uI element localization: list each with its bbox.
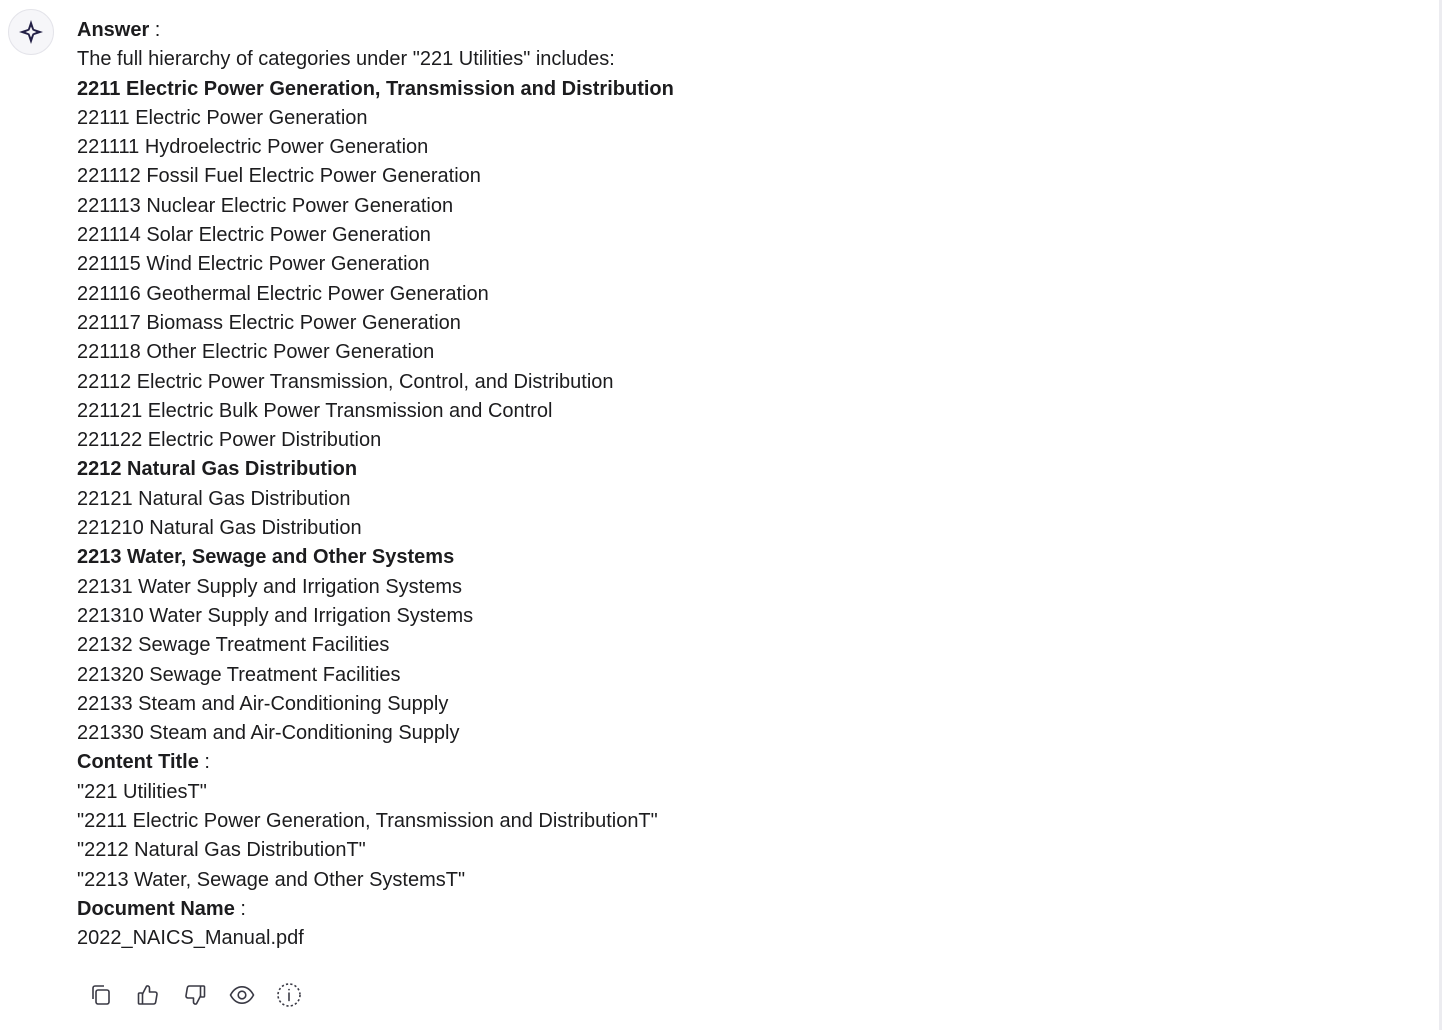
sparkle-star-icon <box>17 18 45 46</box>
category-item: 22131 Water Supply and Irrigation Systems <box>77 575 463 598</box>
category-heading: 2212 Natural Gas Distribution <box>77 458 358 481</box>
copy-button[interactable] <box>88 982 114 1008</box>
view-source-button[interactable] <box>229 982 255 1008</box>
content-title-separator: : <box>198 751 210 774</box>
content-title-label: Content Title <box>77 751 199 774</box>
info-button[interactable] <box>276 982 302 1008</box>
thumbs-up-icon <box>136 983 160 1007</box>
category-list <box>77 75 1377 749</box>
thumbs-down-button[interactable] <box>182 982 208 1008</box>
answer-label-separator: : <box>149 19 161 41</box>
answer-label: Answer <box>77 19 150 41</box>
message-actions <box>88 982 323 1008</box>
category-item: 221122 Electric Power Distribution <box>77 429 382 452</box>
category-item: 221310 Water Supply and Irrigation Systems <box>77 604 474 627</box>
scrollbar[interactable] <box>1439 0 1442 1030</box>
category-item: 221114 Solar Electric Power Generation <box>77 224 431 247</box>
category-item: 221330 Steam and Air-Conditioning Supply <box>77 722 460 745</box>
category-item: 22121 Natural Gas Distribution <box>77 487 351 510</box>
category-item: 221111 Hydroelectric Power Generation <box>77 136 429 159</box>
avatar <box>8 9 54 55</box>
assistant-message <box>77 16 1377 954</box>
content-title-item: "2212 Natural Gas DistributionT" <box>77 839 366 862</box>
category-item: 22132 Sewage Treatment Facilities <box>77 634 390 657</box>
thumbs-down-icon <box>183 983 207 1007</box>
document-name-value: 2022_NAICS_Manual.pdf <box>77 927 304 950</box>
answer-intro: The full hierarchy of categories under "221 Utilities" includes: <box>77 48 615 71</box>
info-icon <box>276 982 302 1008</box>
category-item: 22112 Electric Power Transmission, Control, and Distribution <box>77 370 614 393</box>
category-item: 221121 Electric Bulk Power Transmission and Control <box>77 399 553 422</box>
content-title-heading <box>77 748 1377 777</box>
category-heading: 2213 Water, Sewage and Other Systems <box>77 546 455 569</box>
answer-heading <box>77 16 1377 45</box>
category-item: 221113 Nuclear Electric Power Generation <box>77 194 454 217</box>
document-name-label: Document Name <box>77 897 235 920</box>
category-item: 221116 Geothermal Electric Power Generation <box>77 282 489 305</box>
category-item: 221210 Natural Gas Distribution <box>77 517 362 540</box>
category-item: 221117 Biomass Electric Power Generation <box>77 311 461 334</box>
copy-icon <box>89 983 113 1007</box>
content-title-item: "2213 Water, Sewage and Other SystemsT" <box>77 868 466 891</box>
content-title-item: "221 UtilitiesT" <box>77 780 207 803</box>
content-title-list <box>77 778 1377 895</box>
category-item: 221115 Wind Electric Power Generation <box>77 253 430 276</box>
content-title-item: "2211 Electric Power Generation, Transmission and DistributionT" <box>77 810 658 833</box>
document-name-separator: : <box>234 897 246 920</box>
eye-icon <box>229 983 255 1007</box>
category-item: 22111 Electric Power Generation <box>77 106 368 129</box>
thumbs-up-button[interactable] <box>135 982 161 1008</box>
category-item: 221112 Fossil Fuel Electric Power Generation <box>77 165 481 188</box>
category-item: 221320 Sewage Treatment Facilities <box>77 663 401 686</box>
category-item: 221118 Other Electric Power Generation <box>77 341 435 364</box>
document-name-heading <box>77 895 1377 924</box>
category-item: 22133 Steam and Air-Conditioning Supply <box>77 692 449 715</box>
category-heading: 2211 Electric Power Generation, Transmission and Distribution <box>77 77 674 100</box>
